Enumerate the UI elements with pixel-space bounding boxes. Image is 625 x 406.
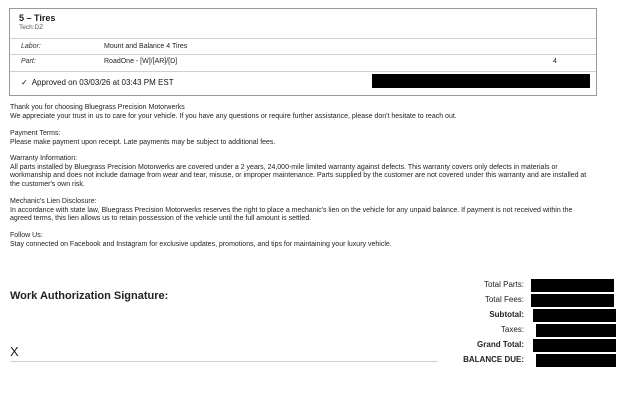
- service-title: 5 – Tires: [19, 13, 56, 23]
- redaction-bar: [372, 74, 590, 88]
- tech-label: Tech:DZ: [19, 24, 44, 31]
- divider: [10, 38, 596, 39]
- lien-heading: Mechanic's Lien Disclosure:: [10, 198, 97, 205]
- part-quantity: 4: [553, 58, 557, 65]
- approval-text: Approved on 03/03/26 at 03:43 PM EST: [31, 78, 174, 87]
- warranty-text: All parts installed by Bluegrass Precision Motorwerks are covered under a 2 years, 24,000-mile limited warranty against defects. This warranty covers only defects in materials or workmanship and does not include damage from wear and tear, misuse, or improper maintenance. Parts supplied by the customer are not covered under this warranty and are installed at the customer's own risk.: [10, 163, 587, 189]
- balance-due-label: BALANCE DUE:: [463, 355, 524, 364]
- warranty-info: [10, 155, 590, 190]
- divider: [10, 54, 596, 55]
- follow-heading: Follow Us:: [10, 232, 43, 239]
- grand-total-label: Grand Total:: [477, 340, 524, 349]
- subtotal-label: Subtotal:: [489, 310, 524, 319]
- follow-text: Stay connected on Facebook and Instagram for exclusive updates, promotions, and tips for maintaining your luxury vehicle.: [10, 240, 392, 248]
- part-value: RoadOne - [W]/[AR]/[D]: [104, 58, 178, 65]
- signature-x-mark: X: [10, 344, 19, 359]
- total-parts-label: Total Parts:: [483, 280, 524, 289]
- payment-heading: Payment Terms:: [10, 130, 61, 137]
- lien-text: In accordance with state law, Bluegrass Precision Motorwerks reserves the right to place a mechanic's lien on the vehicle for any unpaid balance. If payment is not received within the agreed terms, this lien allows us to retain possession of the vehicle until the full amount is settled.: [10, 206, 573, 223]
- taxes-redaction: [536, 324, 616, 337]
- signature-title: Work Authorization Signature:: [10, 290, 169, 302]
- taxes-label: Taxes:: [500, 325, 524, 334]
- approval-status: [21, 78, 174, 87]
- divider: [10, 71, 596, 72]
- service-header: [19, 13, 55, 32]
- thanks-line-2: We appreciate your trust in us to care for your vehicle. If you have any questions or require further assistance, please don't hesitate to reach out.: [10, 112, 457, 120]
- checkmark-icon: ✓: [21, 78, 28, 87]
- payment-text: Please make payment upon receipt. Late payments may be subject to additional fees.: [10, 138, 276, 146]
- service-card: [9, 8, 597, 96]
- total-fees-label: Total Fees:: [484, 295, 524, 304]
- follow-us: [10, 232, 590, 249]
- thanks-block: [10, 104, 590, 121]
- signature-line[interactable]: [10, 361, 438, 362]
- labor-label: Labor:: [21, 43, 41, 50]
- payment-terms: [10, 130, 590, 147]
- thanks-line-1: Thank you for choosing Bluegrass Precision Motorwerks: [10, 104, 185, 111]
- labor-value: Mount and Balance 4 Tires: [104, 43, 188, 50]
- part-label: Part:: [21, 58, 36, 65]
- balance-due-redaction: [536, 354, 616, 367]
- subtotal-redaction: [533, 309, 616, 322]
- grand-total-redaction: [533, 339, 616, 352]
- total-parts-redaction: [531, 279, 614, 292]
- total-fees-redaction: [531, 294, 614, 307]
- lien-disclosure: [10, 198, 590, 224]
- warranty-heading: Warranty Information:: [10, 155, 78, 162]
